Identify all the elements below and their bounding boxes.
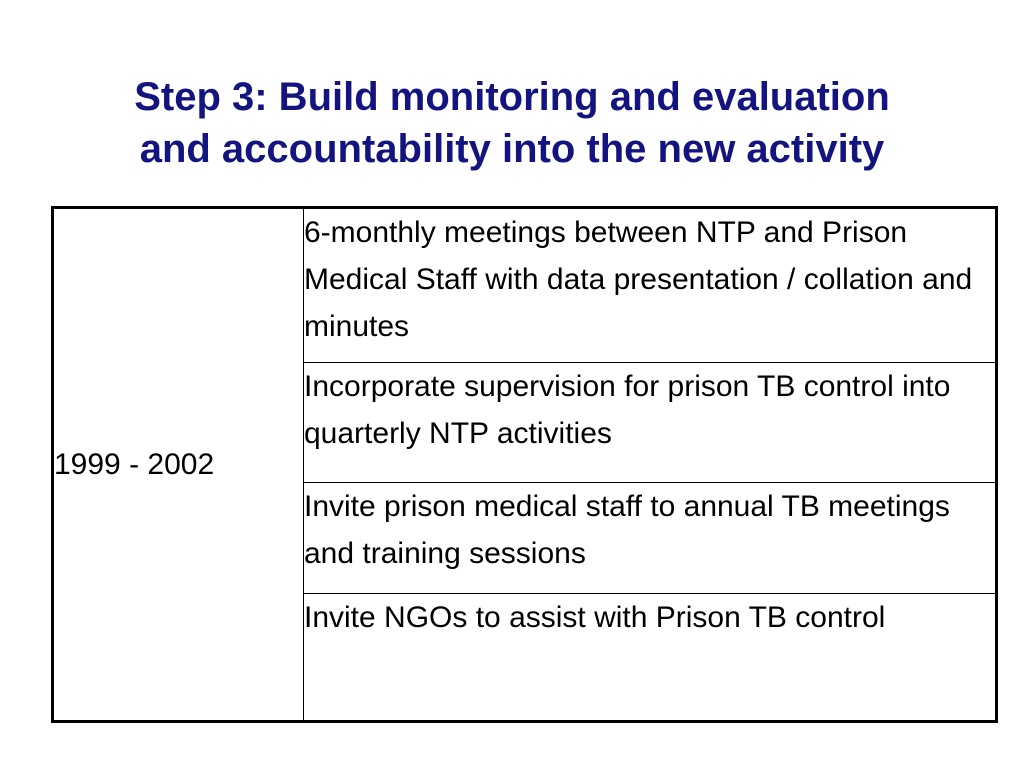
slide-title-line-1: Step 3: Build monitoring and evaluation (134, 74, 890, 119)
slide-title (0, 71, 1024, 175)
table-row (53, 208, 997, 363)
activity-cell: Incorporate supervision for prison TB control into quarterly NTP activities (304, 363, 997, 483)
activity-cell: Invite prison medical staff to annual TB meetings and training sessions (304, 482, 997, 593)
period-cell: 1999 - 2002 (53, 208, 304, 722)
activity-cell: 6-monthly meetings between NTP and Prison Medical Staff with data presentation / collation and minutes (304, 208, 997, 363)
activity-table (51, 206, 998, 723)
activity-cell: Invite NGOs to assist with Prison TB control (304, 594, 997, 722)
slide-title-line-2: and accountability into the new activity (139, 126, 885, 171)
